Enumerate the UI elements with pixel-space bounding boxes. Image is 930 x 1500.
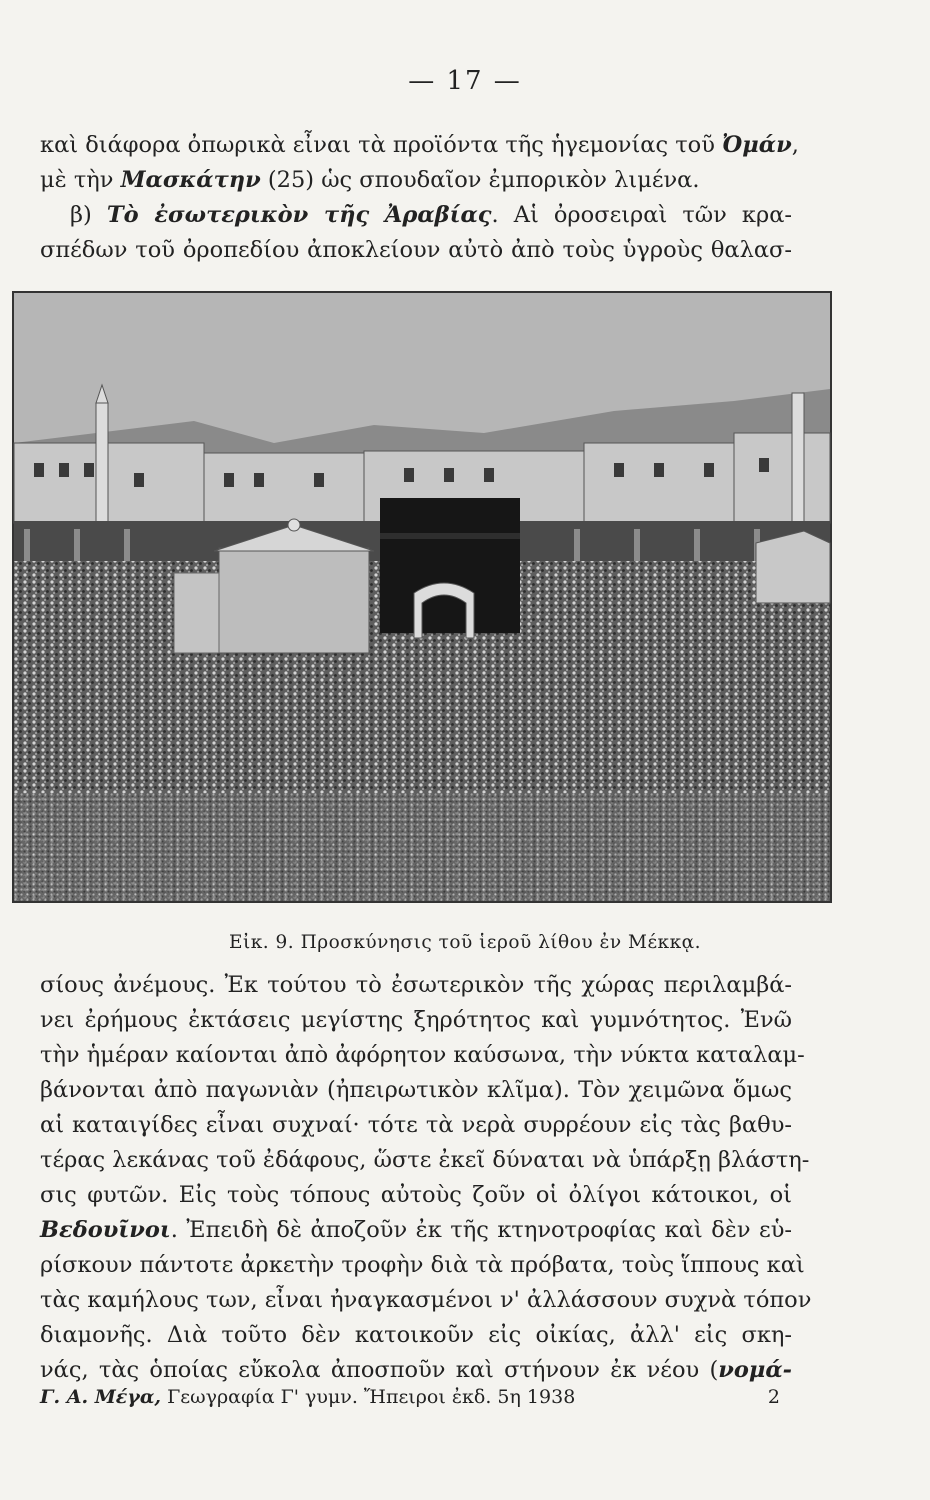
- text-line: Βεδουῖνοι. Ἐπειδὴ δὲ ἀποζοῦν ἐκ τῆς κτηνοτροφίας καὶ δὲν εὑ-: [40, 1217, 792, 1243]
- text-line: σις φυτῶν. Εἰς τοὺς τόπους αὐτοὺς ζοῦν οἱ ὀλίγοι κάτοικοι, οἱ: [40, 1182, 792, 1208]
- text-line: καὶ διάφορα ὀπωρικὰ εἶναι τὰ προϊόντα τῆς ἡγεμονίας τοῦ Ὀμάν,: [40, 132, 799, 158]
- page-number: — 17 —: [408, 66, 522, 96]
- text-line: τὴν ἡμέραν καίονται ἀπὸ ἀφόρητον καύσωνα, τὴν νύκτα καταλαμ-: [40, 1042, 805, 1068]
- text-line: βάνονται ἀπὸ παγωνιὰν (ἠπειρωτικὸν κλῖμα). Τὸν χειμῶνα ὅμως: [40, 1077, 792, 1103]
- section-heading-line: β) Τὸ ἐσωτερικὸν τῆς Ἀραβίας. Αἱ ὀροσειραὶ τῶν κρα-: [70, 202, 792, 228]
- footer-author: Γ. Α. Μέγα,: [40, 1386, 162, 1408]
- footer-book-info: Γεωγραφία Γ' γυμν. Ἤπειροι ἐκδ. 5η 1938: [161, 1386, 576, 1408]
- top-paragraph: [40, 128, 799, 268]
- signature-mark: 2: [767, 1386, 780, 1408]
- text-line: τέρας λεκάνας τοῦ ἐδάφους, ὥστε ἐκεῖ δύναται νὰ ὑπάρξῃ βλάστη-: [40, 1147, 810, 1173]
- text-line: μὲ τὴν Μασκάτην (25) ὡς σπουδαῖον ἐμπορικὸν λιμένα.: [40, 167, 700, 193]
- text-line: νει ἐρήμους ἐκτάσεις μεγίστης ξηρότητος καὶ γυμνότητος. Ἐνῶ: [40, 1007, 792, 1033]
- text-line: σίους ἀνέμους. Ἐκ τούτου τὸ ἐσωτερικὸν τῆς χώρας περιλαμβά-: [40, 972, 792, 998]
- text-line: τὰς καμήλους των, εἶναι ἠναγκασμένοι ν' ἀλλάσσουν συχνὰ τόπον: [40, 1287, 812, 1313]
- text-line: νάς, τὰς ὁποίας εὔκολα ἀποσποῦν καὶ στήνουν ἐκ νέου (νομά-: [40, 1357, 792, 1383]
- page-footer: [40, 1380, 780, 1414]
- mecca-photograph: [12, 291, 832, 903]
- text-line: σπέδων τοῦ ὀροπεδίου ἀποκλείουν αὐτὸ ἀπὸ τοὺς ὑγροὺς θαλασ-: [40, 237, 792, 263]
- text-line: αἱ καταιγίδες εἶναι συχναί· τότε τὰ νερὰ συρρέουν εἰς τὰς βαθυ-: [40, 1112, 792, 1138]
- text-line: διαμονῆς. Διὰ τοῦτο δὲν κατοικοῦν εἰς οἰκίας, ἀλλ' εἰς σκη-: [40, 1322, 792, 1348]
- figure-caption: Εἰκ. 9. Προσκύνησις τοῦ ἱεροῦ λίθου ἐν Μέκκᾳ.: [228, 932, 702, 953]
- bottom-paragraph: [40, 968, 812, 1388]
- text-line: ρίσκουν πάντοτε ἀρκετὴν τροφὴν διὰ τὰ πρόβατα, τοὺς ἵππους καὶ: [40, 1252, 805, 1278]
